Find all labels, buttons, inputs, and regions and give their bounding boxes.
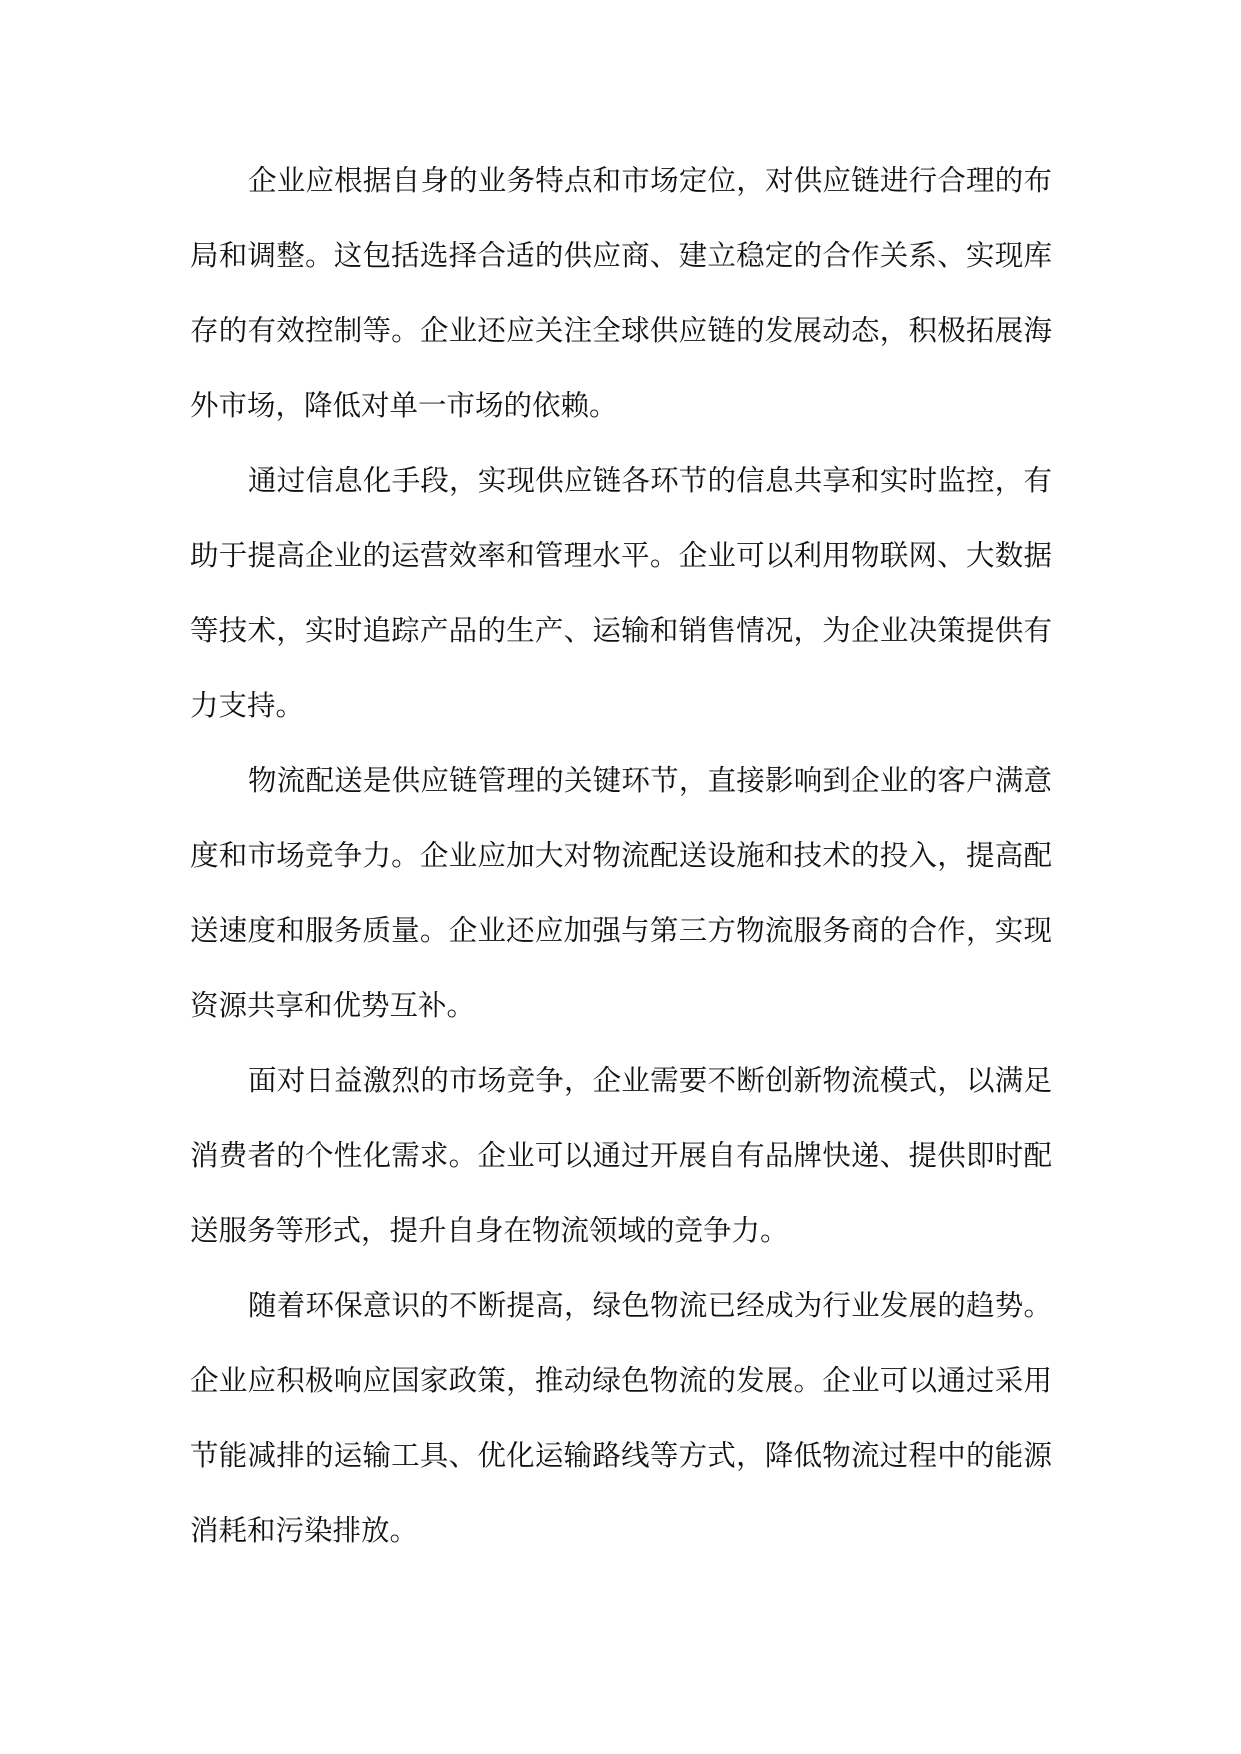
- paragraph-3: [190, 743, 1052, 1043]
- paragraph-line: 送服务等形式，提升自身在物流领域的竞争力。: [190, 1214, 789, 1247]
- paragraph-line: 存的有效控制等。企业还应关注全球供应链的发展动态，积极拓展海: [190, 314, 1052, 347]
- paragraph-line: 力支持。: [190, 689, 305, 722]
- paragraph-line: 局和调整。这包括选择合适的供应商、建立稳定的合作关系、实现库: [190, 239, 1052, 272]
- paragraph-1: [190, 143, 1052, 443]
- paragraph-line: 等技术，实时追踪产品的生产、运输和销售情况，为企业决策提供有: [190, 614, 1052, 647]
- paragraph-line: 物流配送是供应链管理的关键环节，直接影响到企业的客户满意: [248, 764, 1052, 797]
- document-body: [190, 143, 1052, 1568]
- paragraph-4: [190, 1043, 1052, 1268]
- paragraph-line: 面对日益激烈的市场竞争，企业需要不断创新物流模式，以满足: [248, 1064, 1052, 1097]
- paragraph-line: 节能减排的运输工具、优化运输路线等方式，降低物流过程中的能源: [190, 1439, 1052, 1472]
- paragraph-2: [190, 443, 1052, 743]
- paragraph-line: 度和市场竞争力。企业应加大对物流配送设施和技术的投入，提高配: [190, 839, 1052, 872]
- paragraph-line: 资源共享和优势互补。: [190, 989, 476, 1022]
- paragraph-line: 外市场，降低对单一市场的依赖。: [190, 389, 618, 422]
- paragraph-line: 送速度和服务质量。企业还应加强与第三方物流服务商的合作，实现: [190, 914, 1052, 947]
- paragraph-line: 企业应积极响应国家政策，推动绿色物流的发展。企业可以通过采用: [190, 1364, 1052, 1397]
- paragraph-line: 消费者的个性化需求。企业可以通过开展自有品牌快递、提供即时配: [190, 1139, 1052, 1172]
- paragraph-line: 随着环保意识的不断提高，绿色物流已经成为行业发展的趋势。: [248, 1289, 1052, 1322]
- paragraph-5: [190, 1268, 1052, 1568]
- paragraph-line: 企业应根据自身的业务特点和市场定位，对供应链进行合理的布: [248, 164, 1052, 197]
- paragraph-line: 通过信息化手段，实现供应链各环节的信息共享和实时监控，有: [248, 464, 1052, 497]
- paragraph-line: 助于提高企业的运营效率和管理水平。企业可以利用物联网、大数据: [190, 539, 1052, 572]
- paragraph-line: 消耗和污染排放。: [190, 1514, 419, 1547]
